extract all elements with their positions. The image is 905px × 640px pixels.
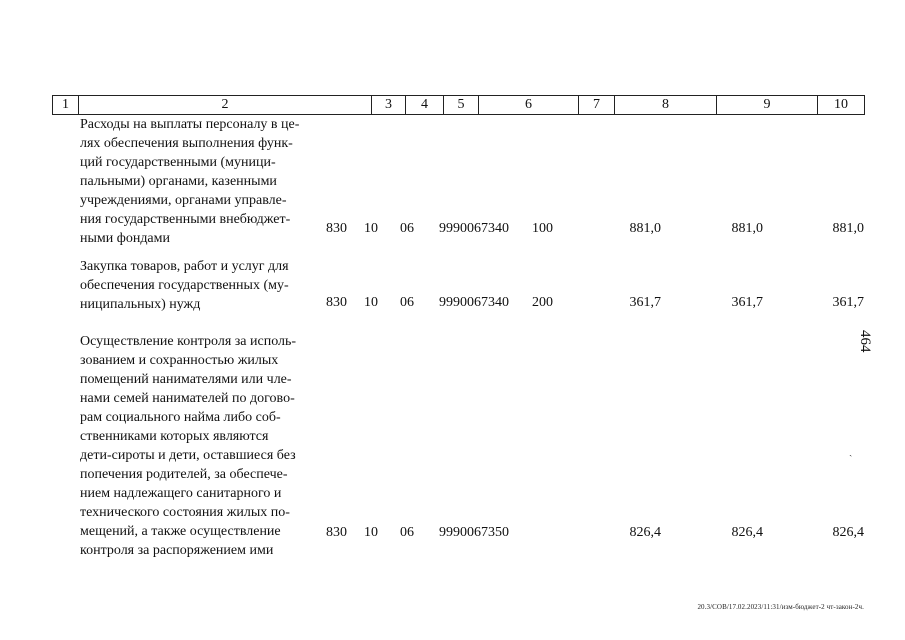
row-1-line: ций государственными (муници- (80, 155, 276, 170)
row-2-line: ниципальных) нужд (80, 297, 201, 312)
row-2-line: Закупка товаров, работ и услуг для (80, 259, 289, 274)
row-2-value-2: 361,7 (731, 295, 763, 310)
row-1-rz: 10 (364, 221, 378, 236)
row-3-line: Осуществление контроля за исполь- (80, 334, 297, 349)
row-1-value-1: 881,0 (629, 221, 661, 236)
row-3-pr: 06 (400, 525, 414, 540)
row-1-description (80, 115, 318, 248)
row-1-line: Расходы на выплаты персоналу в це- (80, 117, 300, 132)
row-1-csr: 9990067340 (439, 221, 509, 236)
row-1-value-2: 881,0 (731, 221, 763, 236)
row-3-value-3: 826,4 (832, 525, 864, 540)
row-2-value-1: 361,7 (629, 295, 661, 310)
row-1-line: пальными) органами, казенными (80, 174, 277, 189)
row-3-line: ственниками которых являются (80, 429, 269, 444)
table-header (52, 95, 865, 115)
header-col-3: 3 (371, 96, 405, 114)
row-2-rz: 10 (364, 295, 378, 310)
row-1-line: ния государственными внебюджет- (80, 212, 291, 227)
row-2-value-3: 361,7 (832, 295, 864, 310)
row-3-line: технического состояния жилых по- (80, 505, 290, 520)
row-3-csr: 9990067350 (439, 525, 509, 540)
row-1-line: учреждениями, органами управле- (80, 193, 287, 208)
stray-mark: ˎ (849, 446, 853, 457)
row-3-line: нием надлежащего санитарного и (80, 486, 282, 501)
row-2-pr: 06 (400, 295, 414, 310)
row-3-line: нами семей нанимателей по догово- (80, 391, 295, 406)
row-2-vr: 200 (532, 295, 553, 310)
row-3-line: зованием и сохранностью жилых (80, 353, 279, 368)
row-1-value-3: 881,0 (832, 221, 864, 236)
header-col-1: 1 (62, 97, 69, 112)
row-1-vr: 100 (532, 221, 553, 236)
header-col-6: 6 (478, 96, 578, 114)
page-number: 464 (857, 330, 873, 353)
row-3-value-2: 826,4 (731, 525, 763, 540)
header-col-7: 7 (578, 96, 614, 114)
row-3-line: помещений нанимателями или чле- (80, 372, 292, 387)
row-3-rz: 10 (364, 525, 378, 540)
row-2-line: обеспечения государственных (му- (80, 278, 289, 293)
row-3-line: попечения родителей, за обеспече- (80, 467, 288, 482)
row-3-line: рам социального найма либо соб- (80, 410, 281, 425)
row-1-line: лях обеспечения выполнения функ- (80, 136, 293, 151)
row-3-description (80, 332, 318, 560)
header-col-8: 8 (614, 96, 716, 114)
footer-note: 20.3/СОВ/17.02.2023/11:31/изм-бюджет-2 чт-закон-2ч. (697, 603, 864, 611)
header-col-4: 4 (405, 96, 443, 114)
row-2-csr: 9990067340 (439, 295, 509, 310)
header-col-9: 9 (716, 96, 817, 114)
row-1-line: ными фондами (80, 231, 171, 246)
header-col-5: 5 (443, 96, 478, 114)
row-3-line: контроля за распоряжением ими (80, 543, 274, 558)
row-2-description (80, 257, 318, 314)
row-3-line: мещений, а также осуществление (80, 524, 281, 539)
row-1-pr: 06 (400, 221, 414, 236)
row-2-grbs: 830 (326, 295, 347, 310)
row-3-grbs: 830 (326, 525, 347, 540)
row-1-grbs: 830 (326, 221, 347, 236)
header-col-2: 2 (78, 96, 371, 114)
header-col-10: 10 (817, 96, 864, 114)
row-3-line: дети-сироты и дети, оставшиеся без (80, 448, 296, 463)
row-3-value-1: 826,4 (629, 525, 661, 540)
